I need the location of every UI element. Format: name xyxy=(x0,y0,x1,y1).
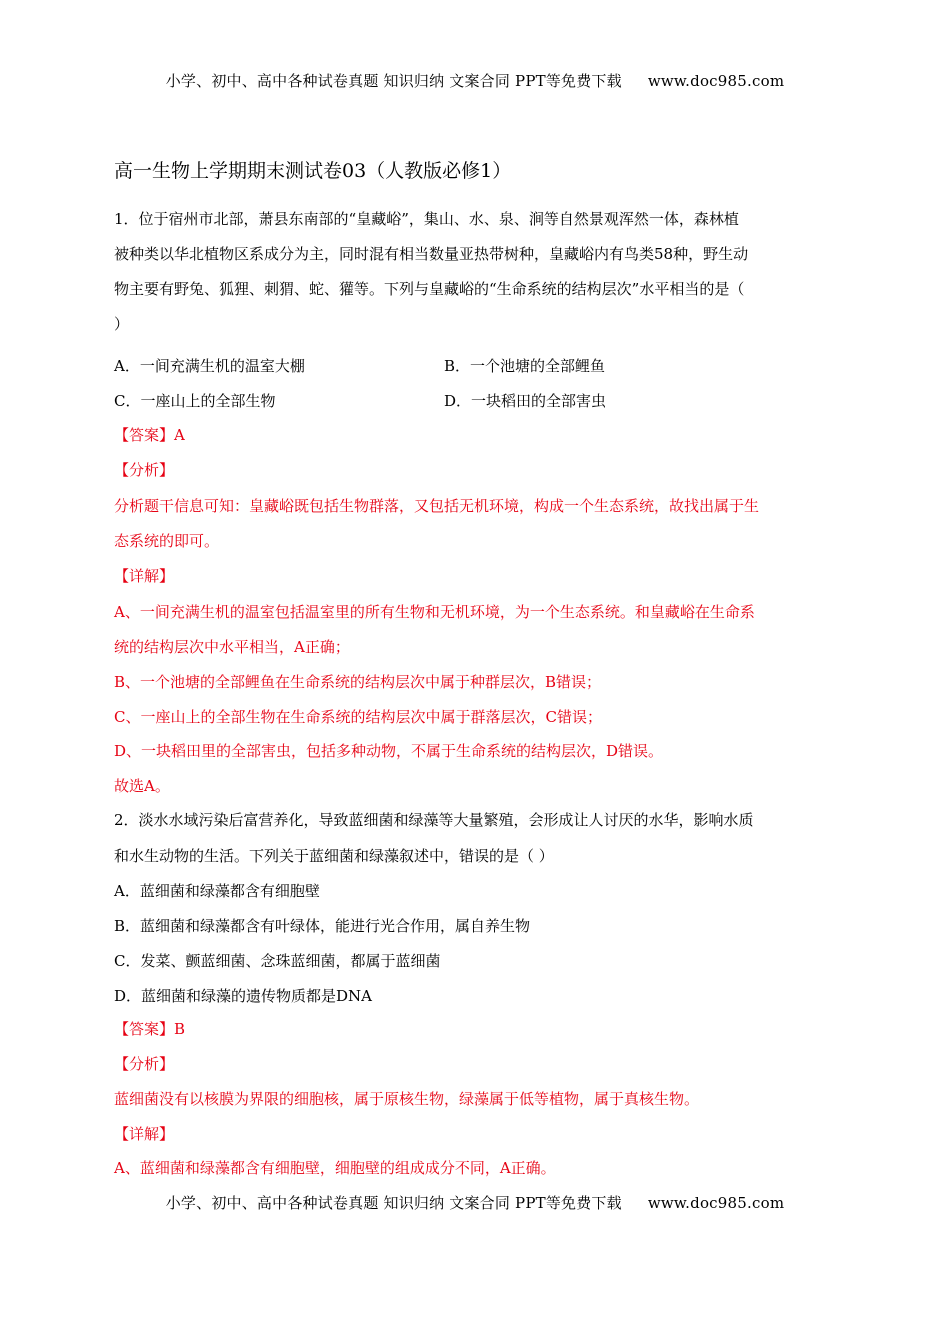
page-footer xyxy=(0,1192,950,1213)
q1-option-d: D．一块稻田的全部害虫 xyxy=(444,392,607,410)
q1-stem-line-3: 物主要有野兔、狐狸、刺猬、蛇、獾等。下列与皇藏峪的“生命系统的结构层次”水平相当的是（ xyxy=(114,280,745,298)
q2-stem-line-1: 2．淡水水域污染后富营养化，导致蓝细菌和绿藻等大量繁殖，会形成让人讨厌的水华，影响水质 xyxy=(114,811,754,829)
page-title: 高一生物上学期期末测试卷03（人教版必修1） xyxy=(114,160,512,182)
q1-detail-line-3: B、一个池塘的全部鲤鱼在生命系统的结构层次中属于种群层次，B错误； xyxy=(114,673,602,691)
q2-analysis-line-1: 蓝细菌没有以核膜为界限的细胞核，属于原核生物，绿藻属于低等植物，属于真核生物。 xyxy=(114,1090,700,1108)
q2-detail-label: 【详解】 xyxy=(114,1125,175,1143)
q2-answer: 【答案】B xyxy=(114,1020,186,1038)
q1-answer: 【答案】A xyxy=(114,426,185,444)
q1-detail-line-2: 统的结构层次中水平相当，A正确； xyxy=(114,638,350,656)
q1-option-c: C．一座山上的全部生物 xyxy=(114,392,276,410)
q1-option-b: B．一个池塘的全部鲤鱼 xyxy=(444,357,606,375)
q1-analysis-line-2: 态系统的即可。 xyxy=(114,532,220,550)
q1-stem-line-1: 1．位于宿州市北部，萧县东南部的“皇藏峪”，集山、水、泉、涧等自然景观浑然一体，森林植 xyxy=(114,210,739,228)
header-site-link[interactable]: www.doc985.com xyxy=(647,72,785,90)
q1-detail-line-1: A、一间充满生机的温室包括温室里的所有生物和无机环境，为一个生态系统。和皇藏峪在生命系 xyxy=(114,603,755,621)
q1-analysis-label: 【分析】 xyxy=(114,461,175,479)
q1-detail-line-4: C、一座山上的全部生物在生命系统的结构层次中属于群落层次，C错误； xyxy=(114,708,602,726)
q1-detail-line-5: D、一块稻田里的全部害虫，包括多种动物，不属于生命系统的结构层次，D错误。 xyxy=(114,742,664,760)
q2-option-a: A．蓝细菌和绿藻都含有细胞壁 xyxy=(114,882,320,900)
footer-text: 小学、初中、高中各种试卷真题 知识归纳 文案合同 PPT等免费下载 xyxy=(165,1194,622,1212)
q1-option-a: A．一间充满生机的温室大棚 xyxy=(114,357,305,375)
q1-conclusion: 故选A。 xyxy=(114,777,170,795)
q2-analysis-label: 【分析】 xyxy=(114,1055,175,1073)
page-header xyxy=(0,70,950,91)
q2-option-c: C．发菜、颤蓝细菌、念珠蓝细菌，都属于蓝细菌 xyxy=(114,952,441,970)
q1-stem-line-2: 被种类以华北植物区系成分为主，同时混有相当数量亚热带树种，皇藏峪内有鸟类58种，野生动 xyxy=(114,245,749,263)
q2-option-d: D．蓝细菌和绿藻的遗传物质都是DNA xyxy=(114,987,373,1005)
q2-detail-line-1: A、蓝细菌和绿藻都含有细胞壁，细胞壁的组成成分不同，A正确。 xyxy=(114,1159,556,1177)
header-text: 小学、初中、高中各种试卷真题 知识归纳 文案合同 PPT等免费下载 xyxy=(165,72,622,90)
footer-site-link[interactable]: www.doc985.com xyxy=(647,1194,785,1212)
q1-detail-label: 【详解】 xyxy=(114,567,175,585)
q2-stem-line-2: 和水生动物的生活。下列关于蓝细菌和绿藻叙述中，错误的是（ ） xyxy=(114,847,554,865)
q2-option-b: B．蓝细菌和绿藻都含有叶绿体，能进行光合作用，属自养生物 xyxy=(114,917,531,935)
q1-analysis-line-1: 分析题干信息可知：皇藏峪既包括生物群落，又包括无机环境，构成一个生态系统，故找出属于生 xyxy=(114,497,760,515)
q1-stem-line-4: ） xyxy=(114,315,130,333)
